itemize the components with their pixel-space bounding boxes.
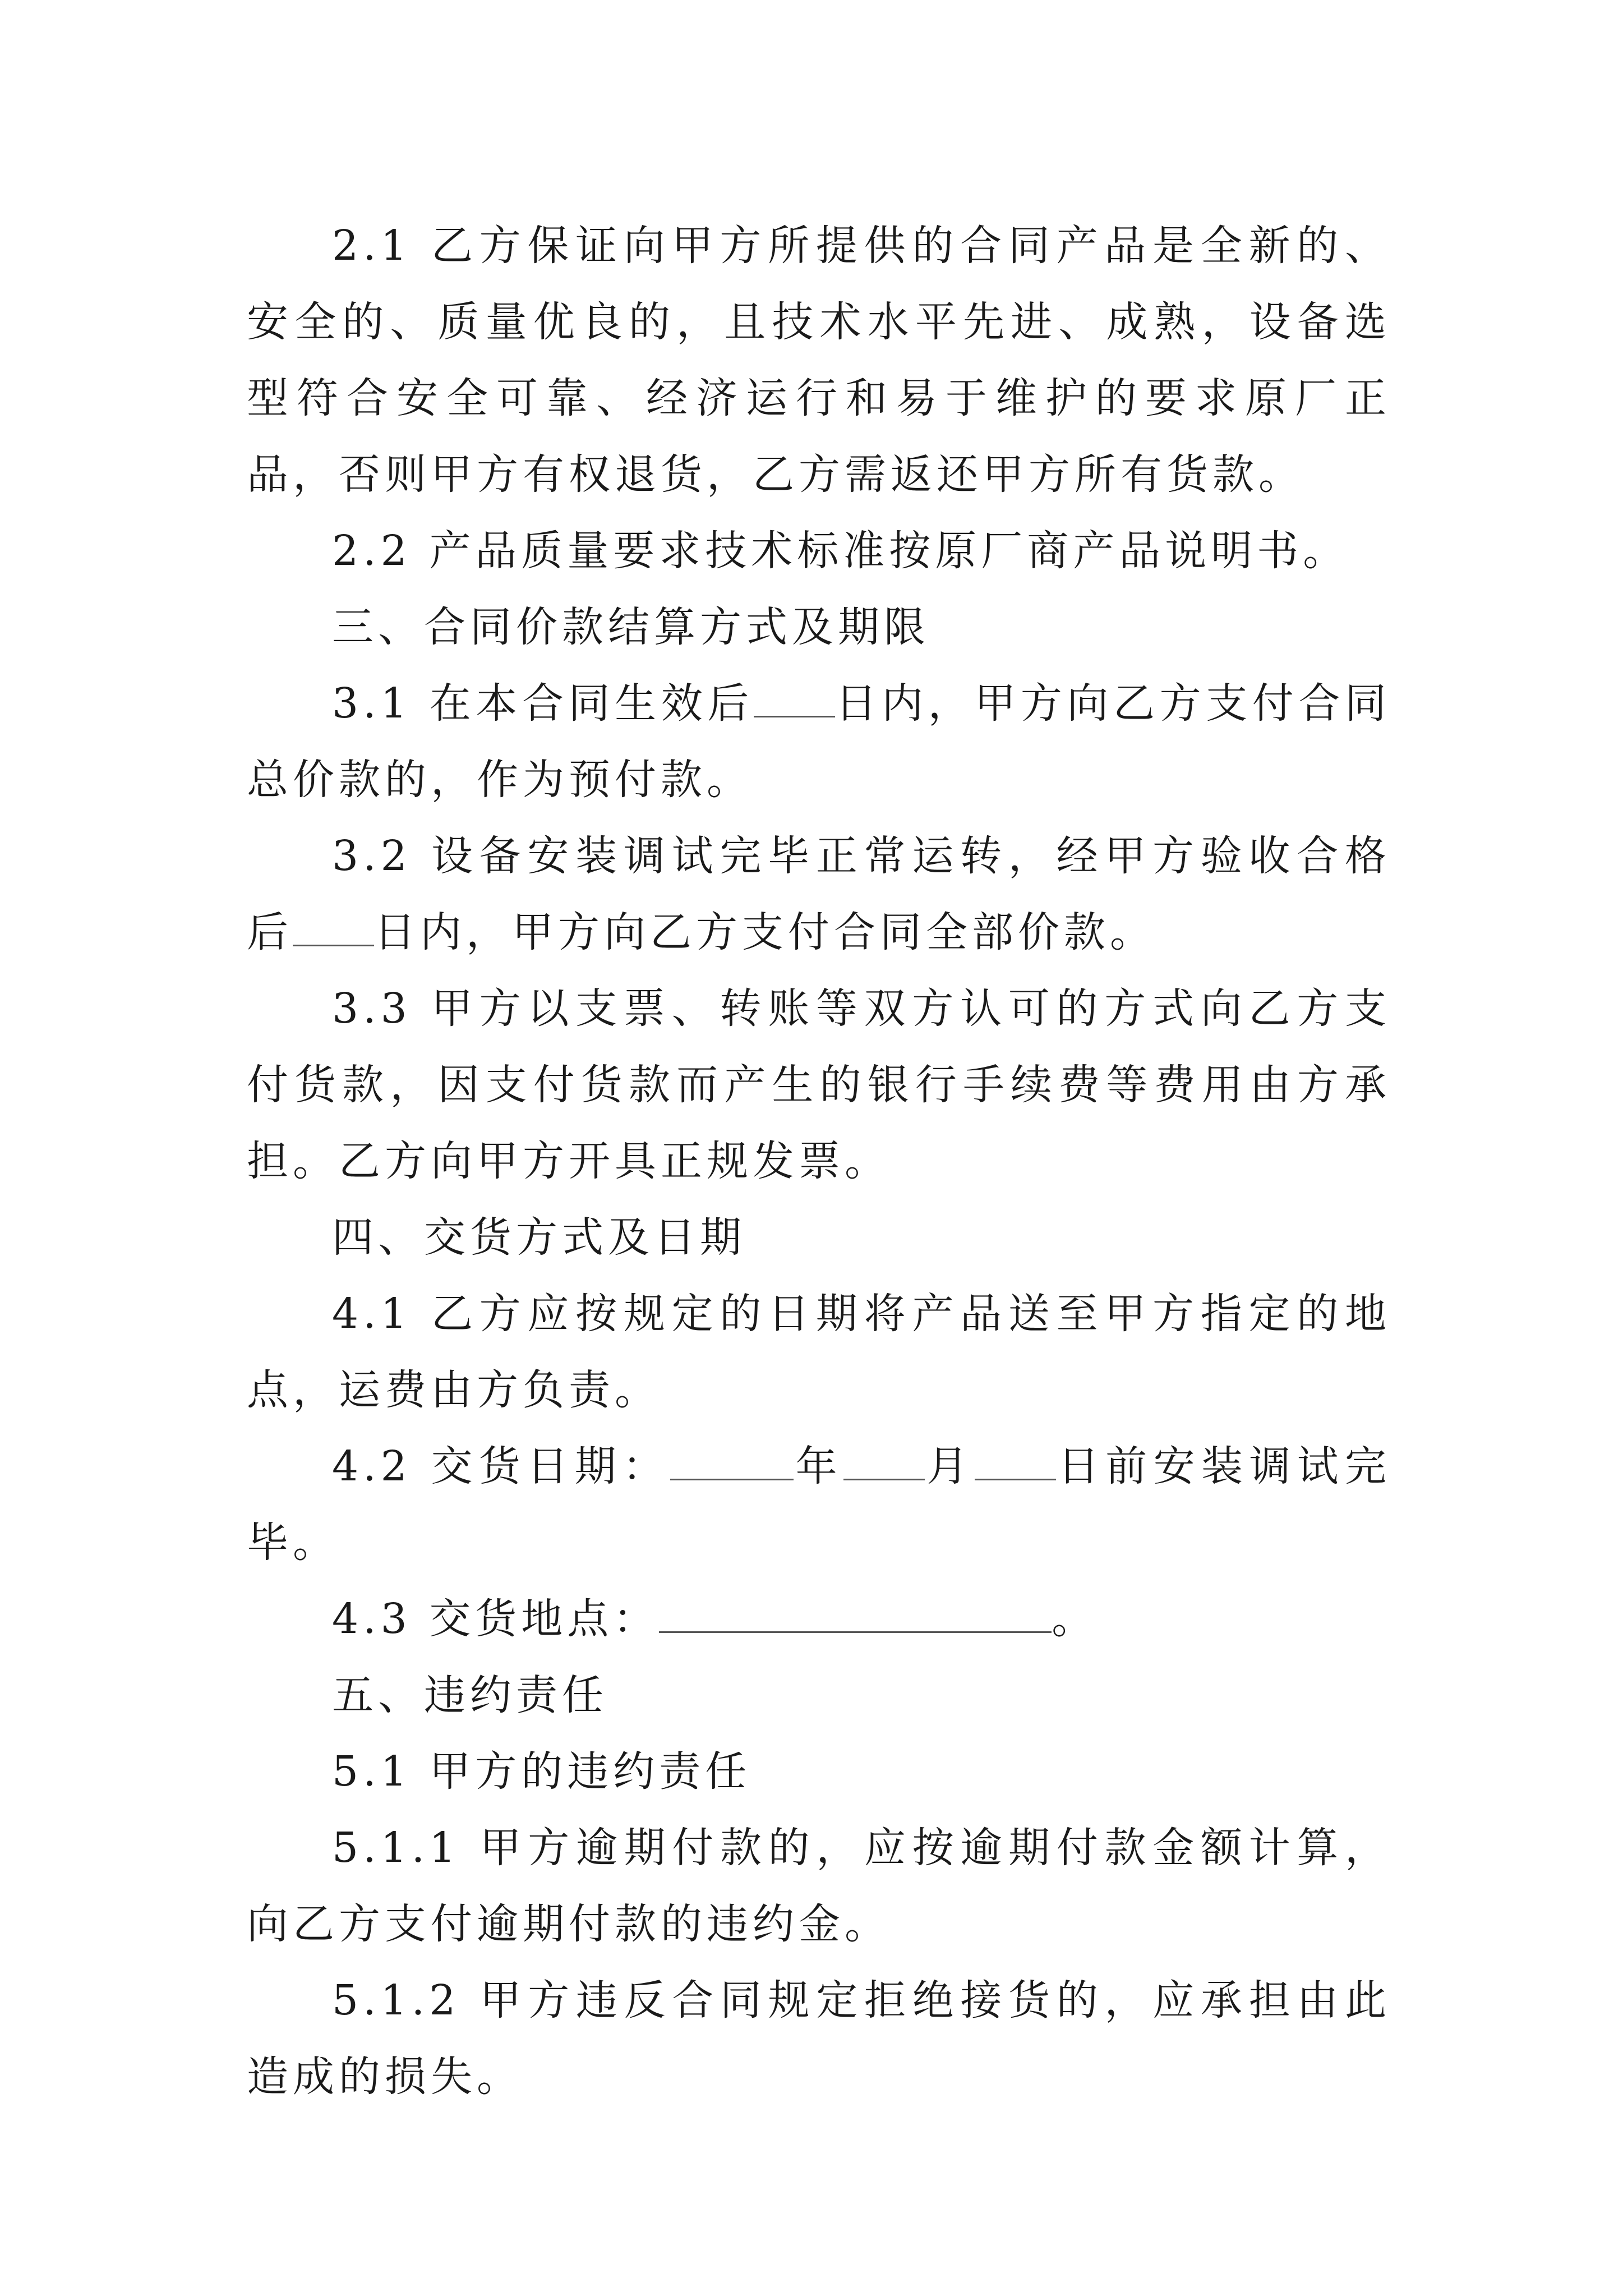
blank-location-field bbox=[659, 1598, 1052, 1633]
clause-3-1-tail: 日内，甲方向乙方支付合同总价款的，作为预付款。 bbox=[247, 679, 1391, 804]
clause-3-2-tail: 日内，甲方向乙方支付合同全部价款。 bbox=[374, 908, 1156, 956]
clause-3-3: 3.3 甲方以支票、转账等双方认可的方式向乙方支付货款，因支付货款而产生的银行手续费等费用由方承担。乙方向甲方开具正规发票。 bbox=[247, 984, 1391, 1185]
clause-3-2 bbox=[247, 818, 1391, 970]
clause-5-1-2: 5.1.2 甲方违反合同规定拒绝接货的，应承担由此造成的损失。 bbox=[247, 1976, 1391, 2101]
clause-4-2 bbox=[247, 1428, 1391, 1581]
clause-3-2-lead: 3.2 设备安装调试完毕正常运转，经甲方验收合格后 bbox=[247, 832, 1391, 956]
clause-5-1-1: 5.1.1 甲方逾期付款的，应按逾期付款金额计算，向乙方支付逾期付款的违约金。 bbox=[247, 1824, 1391, 1948]
blank-month-field bbox=[843, 1445, 925, 1480]
month-label: 月 bbox=[924, 1442, 975, 1490]
clause-4-2-tail: 日前安装调试完毕。 bbox=[247, 1442, 1391, 1567]
clause-3-1 bbox=[247, 665, 1391, 818]
clause-5-1: 5.1 甲方的违约责任 bbox=[332, 1747, 751, 1796]
clause-4-3-tail: 。 bbox=[1052, 1595, 1098, 1643]
document-body bbox=[247, 208, 1391, 2115]
section-heading-3: 三、合同价款结算方式及期限 bbox=[332, 603, 930, 651]
year-label: 年 bbox=[794, 1442, 843, 1490]
clause-4-3 bbox=[247, 1581, 1391, 1657]
section-heading-5: 五、违约责任 bbox=[332, 1671, 608, 1719]
blank-days-field bbox=[293, 911, 374, 946]
clause-4-1: 4.1 乙方应按规定的日期将产品送至甲方指定的地点，运费由方负责。 bbox=[247, 1290, 1391, 1414]
blank-day-field bbox=[975, 1445, 1056, 1480]
clause-2-2: 2.2 产品质量要求技术标准按原厂商产品说明书。 bbox=[332, 527, 1349, 575]
section-heading-4: 四、交货方式及日期 bbox=[332, 1213, 746, 1262]
blank-year-field bbox=[670, 1445, 794, 1480]
clause-2-1: 2.1 乙方保证向甲方所提供的合同产品是全新的、安全的、质量优良的，且技术水平先进、成熟，设备选型符合安全可靠、经济运行和易于维护的要求原厂正品，否则甲方有权退货，乙方需返还甲方所有货款。 bbox=[247, 222, 1391, 499]
clause-4-3-lead: 4.3 交货地点： bbox=[332, 1595, 660, 1643]
clause-3-1-lead: 3.1 在本合同生效后 bbox=[332, 679, 754, 728]
clause-4-2-lead: 4.2 交货日期： bbox=[332, 1442, 671, 1490]
blank-days-field bbox=[754, 682, 835, 717]
